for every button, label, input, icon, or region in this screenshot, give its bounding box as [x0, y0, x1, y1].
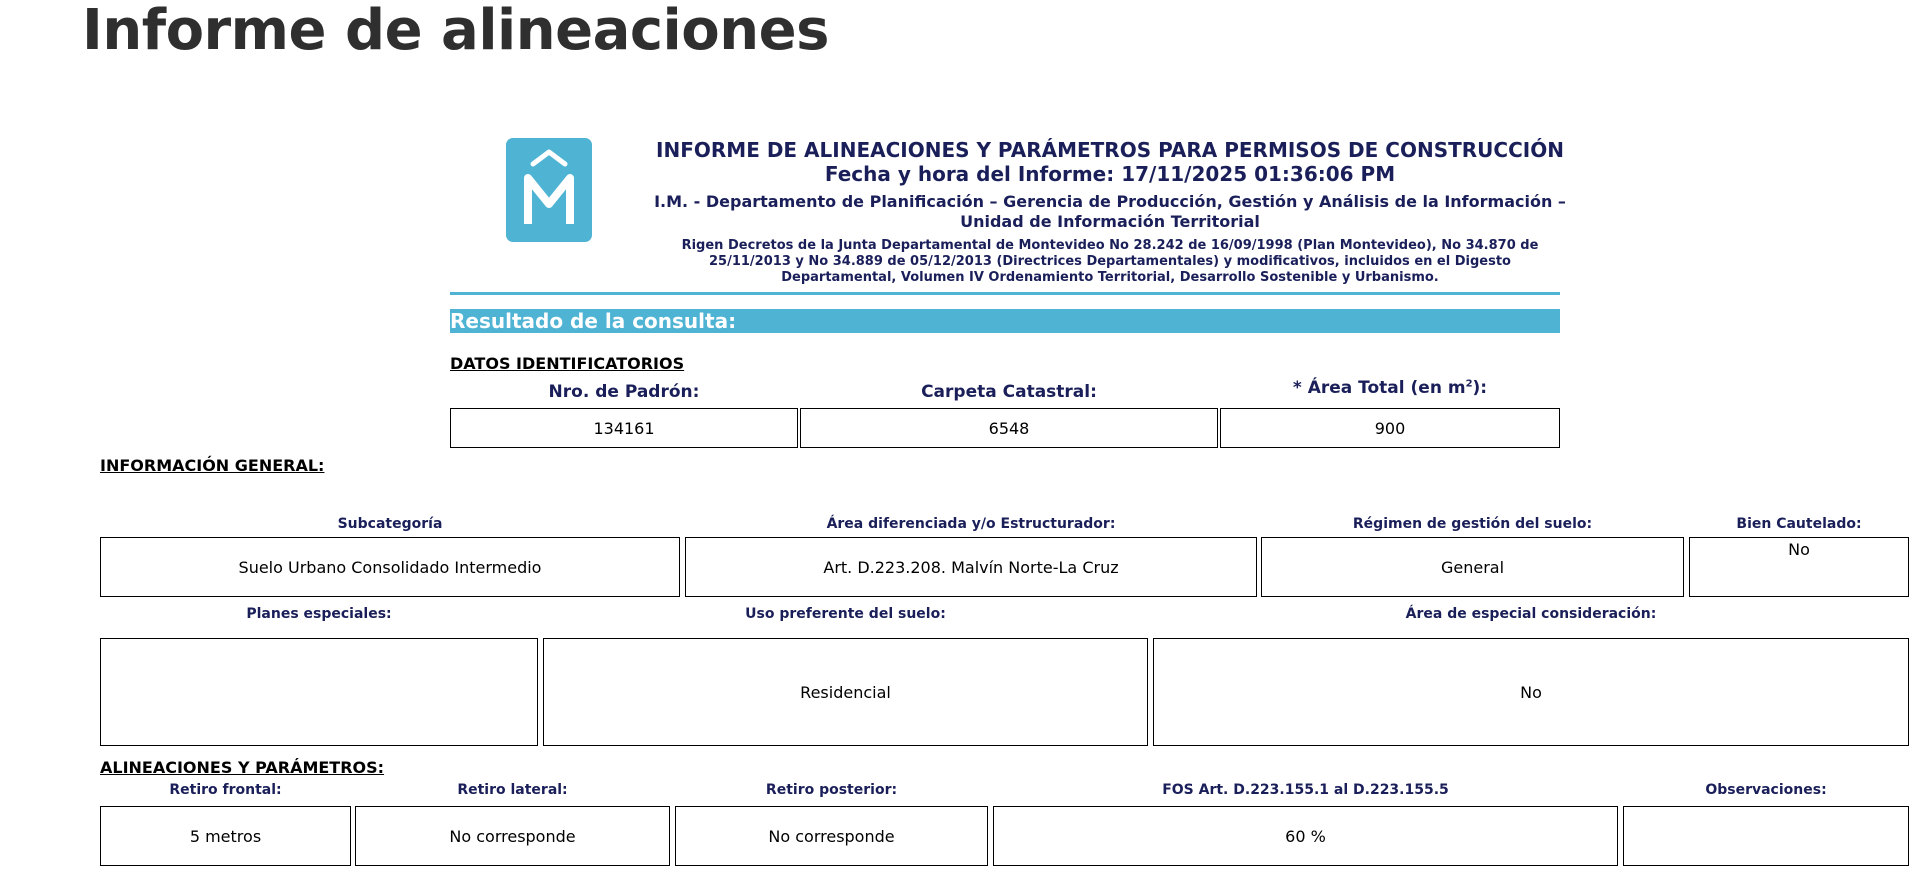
- section-informacion-general: INFORMACIÓN GENERAL:: [100, 456, 325, 475]
- area-diferenciada-value: Art. D.223.208. Malvín Norte-La Cruz: [685, 537, 1257, 597]
- section-datos-identificatorios: DATOS IDENTIFICATORIOS: [450, 354, 685, 373]
- uso-preferente-label: Uso preferente del suelo:: [745, 606, 946, 622]
- subcategoria-label: Subcategoría: [337, 516, 443, 532]
- area-total-label-exp: 2: [1465, 378, 1473, 390]
- section-alineaciones: ALINEACIONES Y PARÁMETROS:: [100, 758, 385, 777]
- padron-value: 134161: [450, 408, 798, 448]
- report-header: [640, 138, 1580, 286]
- area-total-label-text: * Área Total (en m: [1292, 378, 1466, 398]
- retiro-posterior-value: No corresponde: [675, 806, 988, 866]
- report-datetime: Fecha y hora del Informe: 17/11/2025 01:36:06 PM: [824, 162, 1396, 186]
- area-total-label-close: ):: [1472, 378, 1488, 398]
- retiro-frontal-label: Retiro frontal:: [169, 782, 282, 798]
- uso-preferente-value: Residencial: [543, 638, 1148, 746]
- result-band: Resultado de la consulta:: [450, 309, 1560, 333]
- header-divider: [450, 292, 1560, 295]
- report-department: I.M. - Departamento de Planificación – Gerencia de Producción, Gestión y Análisis de la Información – Unidad de Información Territorial: [654, 192, 1566, 231]
- retiro-lateral-label: Retiro lateral:: [457, 782, 568, 798]
- observaciones-value: [1623, 806, 1909, 866]
- planes-especiales-value: [100, 638, 538, 746]
- planes-especiales-label: Planes especiales:: [246, 606, 392, 622]
- retiro-frontal-value: 5 metros: [100, 806, 351, 866]
- especial-consideracion-label: Área de especial consideración:: [1405, 606, 1657, 622]
- retiro-lateral-value: No corresponde: [355, 806, 670, 866]
- fos-value: 60 %: [993, 806, 1618, 866]
- bien-cautelado-label: Bien Cautelado:: [1736, 516, 1862, 532]
- fos-label: FOS Art. D.223.155.1 al D.223.155.5: [1162, 782, 1449, 798]
- area-total-label: [1220, 378, 1560, 398]
- area-total-value: 900: [1220, 408, 1560, 448]
- report-title: INFORME DE ALINEACIONES Y PARÁMETROS PARA PERMISOS DE CONSTRUCCIÓN: [656, 138, 1564, 162]
- regimen-value: General: [1261, 537, 1684, 597]
- subcategoria-value: Suelo Urbano Consolidado Intermedio: [100, 537, 680, 597]
- montevideo-logo: [506, 138, 592, 242]
- bien-cautelado-value: No: [1689, 537, 1909, 597]
- carpeta-label: Carpeta Catastral:: [921, 382, 1097, 402]
- page-title: Informe de alineaciones: [82, 0, 829, 63]
- retiro-posterior-label: Retiro posterior:: [765, 782, 898, 798]
- padron-label: Nro. de Padrón:: [548, 382, 700, 402]
- carpeta-value: 6548: [800, 408, 1218, 448]
- observaciones-label: Observaciones:: [1705, 782, 1827, 798]
- report-decrees: Rigen Decretos de la Junta Departamental de Montevideo No 28.242 de 16/09/1998 (Plan Montevideo), No 34.870 de 25/11/2013 y No 34.889 de 05/12/2013 (Directrices Departamentales) y modificativos, incluidos en el Digesto Departamental, Volumen IV Ordenamiento Territorial, Desarrollo Sostenible y Urbanismo.: [681, 238, 1539, 285]
- especial-consideracion-value: No: [1153, 638, 1909, 746]
- regimen-label: Régimen de gestión del suelo:: [1352, 516, 1593, 532]
- logo-m-icon: [506, 138, 592, 242]
- area-diferenciada-label: Área diferenciada y/o Estructurador:: [826, 516, 1116, 532]
